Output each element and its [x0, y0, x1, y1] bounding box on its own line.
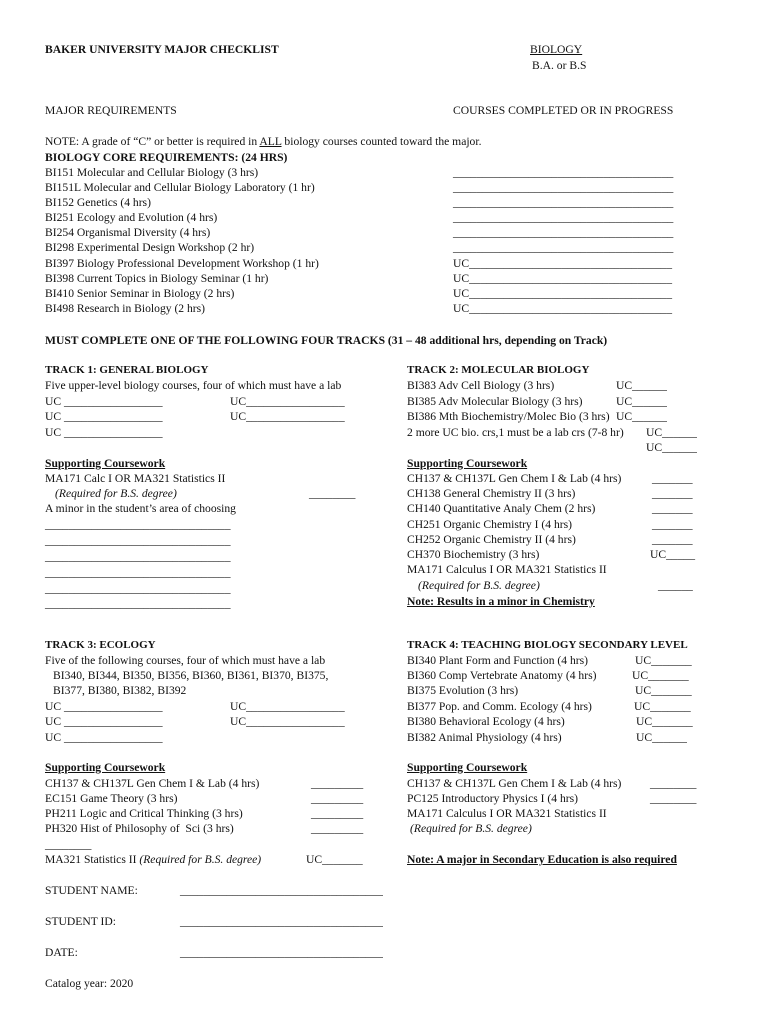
track4-blank[interactable]: UC______: [636, 731, 687, 744]
track1-minor-text: A minor in the student’s area of choosing: [45, 502, 236, 515]
track1-uc-blank[interactable]: UC_________________: [230, 395, 345, 408]
track1-uc-blank[interactable]: UC _________________: [45, 426, 163, 439]
track2-support-course: CH140 Quantitative Analy Chem (2 hrs): [407, 502, 596, 515]
track1-minor-line[interactable]: ________________________________: [45, 518, 231, 531]
track3-title: TRACK 3: ECOLOGY: [45, 639, 156, 651]
track1-support-course: MA171 Calc I OR MA321 Statistics II: [45, 472, 226, 485]
track4-course: BI360 Comp Vertebrate Anatomy (4 hrs): [407, 669, 597, 682]
core-course: BI152 Genetics (4 hrs): [45, 196, 151, 209]
core-blank[interactable]: ______________________________________: [453, 196, 674, 209]
grade-note-all: ALL: [259, 135, 282, 148]
track4-support-course: CH137 & CH137L Gen Chem I & Lab (4 hrs): [407, 777, 622, 790]
track1-supporting-heading: Supporting Coursework: [45, 457, 166, 470]
track2-blank[interactable]: UC______: [616, 379, 667, 392]
core-course: BI151L Molecular and Cellular Biology Laboratory (1 hr): [45, 181, 315, 194]
track2-course: BI383 Adv Cell Biology (3 hrs): [407, 379, 555, 392]
track2-support-blank[interactable]: ______: [658, 579, 693, 592]
track2-blank[interactable]: UC______: [646, 441, 697, 454]
track2-bs-note: (Required for B.S. degree): [418, 579, 540, 592]
track4-blank[interactable]: UC_______: [632, 669, 689, 682]
track3-uc-blank[interactable]: UC _________________: [45, 731, 163, 744]
core-course: BI397 Biology Professional Development Workshop (1 hr): [45, 257, 319, 270]
core-course: BI398 Current Topics in Biology Seminar (1 hr): [45, 272, 269, 285]
track3-support-course: CH137 & CH137L Gen Chem I & Lab (4 hrs): [45, 777, 260, 790]
grade-note-post: biology courses counted toward the major.: [281, 135, 482, 148]
track4-blank[interactable]: UC_______: [634, 700, 691, 713]
track2-support-blank[interactable]: _______: [652, 502, 693, 515]
core-heading: BIOLOGY CORE REQUIREMENTS: (24 HRS): [45, 151, 288, 164]
track2-title: TRACK 2: MOLECULAR BIOLOGY: [407, 364, 590, 376]
core-blank[interactable]: ______________________________________: [453, 211, 674, 224]
track2-blank[interactable]: UC______: [646, 426, 697, 439]
track2-support-course: CH252 Organic Chemistry II (4 hrs): [407, 533, 576, 546]
track3-support-course: PH320 Hist of Philosophy of Sci (3 hrs): [45, 822, 234, 835]
student-id-label: STUDENT ID:: [45, 915, 116, 928]
core-blank[interactable]: UC___________________________________: [453, 257, 672, 270]
date-label: DATE:: [45, 946, 78, 959]
track1-support-blank[interactable]: ________: [309, 487, 356, 500]
core-blank[interactable]: ______________________________________: [453, 181, 674, 194]
courses-completed-label: COURSES COMPLETED OR IN PROGRESS: [453, 104, 674, 117]
track3-support-course: EC151 Game Theory (3 hrs): [45, 792, 178, 805]
track3-uc-blank[interactable]: UC _________________: [45, 715, 163, 728]
track1-uc-blank[interactable]: UC _________________: [45, 410, 163, 423]
track3-support-blank[interactable]: _________: [311, 807, 364, 820]
core-blank[interactable]: UC___________________________________: [453, 287, 672, 300]
track3-extra-blank[interactable]: ________: [45, 838, 92, 851]
track3-uc-blank[interactable]: UC_________________: [230, 715, 345, 728]
track3-desc: Five of the following courses, four of which must have a lab: [45, 654, 326, 667]
track1-title: TRACK 1: GENERAL BIOLOGY: [45, 364, 209, 376]
track3-supporting-heading: Supporting Coursework: [45, 761, 166, 774]
track4-education-note: Note: A major in Secondary Education is also required: [407, 853, 677, 866]
track3-support-blank[interactable]: _________: [311, 777, 364, 790]
track2-minor-note: Note: Results in a minor in Chemistry: [407, 595, 595, 608]
track4-title: TRACK 4: TEACHING BIOLOGY SECONDARY LEVEL: [407, 639, 688, 651]
grade-note-pre: NOTE: A grade of “C” or better is required in: [45, 135, 260, 148]
track4-supporting-heading: Supporting Coursework: [407, 761, 528, 774]
core-blank[interactable]: ______________________________________: [453, 166, 674, 179]
track1-minor-line[interactable]: ________________________________: [45, 566, 231, 579]
core-blank[interactable]: UC___________________________________: [453, 272, 672, 285]
track3-course-list: BI377, BI380, BI382, BI392: [53, 684, 187, 697]
track3-uc-blank[interactable]: UC _________________: [45, 700, 163, 713]
track1-minor-line[interactable]: ________________________________: [45, 534, 231, 547]
track3-bs-note: (Required for B.S. degree): [139, 853, 262, 866]
track2-support-course: CH370 Biochemistry (3 hrs): [407, 548, 540, 561]
track4-course: BI340 Plant Form and Function (4 hrs): [407, 654, 588, 667]
core-course: BI251 Ecology and Evolution (4 hrs): [45, 211, 218, 224]
track1-uc-blank[interactable]: UC _________________: [45, 395, 163, 408]
track2-support-course: MA171 Calculus I OR MA321 Statistics II: [407, 563, 607, 576]
track3-support-blank[interactable]: _________: [311, 792, 364, 805]
track4-course: BI375 Evolution (3 hrs): [407, 684, 519, 697]
catalog-year: Catalog year: 2020: [45, 977, 134, 990]
major-name: BIOLOGY: [530, 43, 583, 56]
track2-support-blank[interactable]: _______: [652, 472, 693, 485]
track4-blank[interactable]: UC_______: [635, 654, 692, 667]
track1-minor-line[interactable]: ________________________________: [45, 550, 231, 563]
track1-bs-note: (Required for B.S. degree): [55, 487, 177, 500]
track3-stat-course: [45, 852, 261, 867]
core-course: BI298 Experimental Design Workshop (2 hr): [45, 241, 255, 254]
student-name-label: STUDENT NAME:: [45, 884, 138, 897]
track3-course-list: BI340, BI344, BI350, BI356, BI360, BI361, BI370, BI375,: [53, 669, 329, 682]
track2-support-blank[interactable]: _______: [652, 518, 693, 531]
track4-support-course: PC125 Introductory Physics I (4 hrs): [407, 792, 578, 805]
track2-course: BI386 Mth Biochemistry/Molec Bio (3 hrs): [407, 410, 610, 423]
core-blank[interactable]: ______________________________________: [453, 241, 674, 254]
track3-support-course: PH211 Logic and Critical Thinking (3 hrs): [45, 807, 243, 820]
core-course: BI498 Research in Biology (2 hrs): [45, 302, 206, 315]
track1-desc: Five upper-level biology courses, four of which must have a lab: [45, 379, 342, 392]
track2-support-blank[interactable]: UC_____: [650, 548, 696, 561]
track4-blank[interactable]: UC_______: [635, 684, 692, 697]
track2-supporting-heading: Supporting Coursework: [407, 457, 528, 470]
degree-type: B.A. or B.S: [532, 59, 587, 72]
core-blank[interactable]: UC___________________________________: [453, 302, 672, 315]
core-course: BI151 Molecular and Cellular Biology (3 hrs): [45, 166, 259, 179]
track4-course: BI380 Behavioral Ecology (4 hrs): [407, 715, 565, 728]
track2-support-course: CH137 & CH137L Gen Chem I & Lab (4 hrs): [407, 472, 622, 485]
track2-blank[interactable]: UC______: [616, 395, 667, 408]
track2-support-course: CH251 Organic Chemistry I (4 hrs): [407, 518, 572, 531]
track4-course: BI377 Pop. and Comm. Ecology (4 hrs): [407, 700, 592, 713]
date-line[interactable]: ___________________________________: [180, 946, 383, 959]
grade-note: [45, 134, 481, 149]
core-course: BI410 Senior Seminar in Biology (2 hrs): [45, 287, 235, 300]
track3-support-blank[interactable]: _________: [311, 822, 364, 835]
track2-course: BI385 Adv Molecular Biology (3 hrs): [407, 395, 583, 408]
track4-bs-note: (Required for B.S. degree): [410, 822, 532, 835]
page-title: BAKER UNIVERSITY MAJOR CHECKLIST: [45, 43, 279, 56]
track4-support-course: MA171 Calculus I OR MA321 Statistics II: [407, 807, 607, 820]
track1-minor-line[interactable]: ________________________________: [45, 597, 231, 610]
track1-uc-blank[interactable]: UC_________________: [230, 410, 345, 423]
student-id-line[interactable]: ___________________________________: [180, 915, 383, 928]
core-blank[interactable]: ______________________________________: [453, 226, 674, 239]
track3-stat-blank[interactable]: UC_______: [306, 853, 363, 866]
track1-minor-line[interactable]: ________________________________: [45, 582, 231, 595]
track2-support-course: CH138 General Chemistry II (3 hrs): [407, 487, 576, 500]
student-name-line[interactable]: ___________________________________: [180, 884, 383, 897]
major-requirements-label: MAJOR REQUIREMENTS: [45, 104, 177, 117]
track2-support-blank[interactable]: _______: [652, 533, 693, 546]
track4-course: BI382 Animal Physiology (4 hrs): [407, 731, 562, 744]
track3-uc-blank[interactable]: UC_________________: [230, 700, 345, 713]
track2-course: 2 more UC bio. crs,1 must be a lab crs (7-8 hr): [407, 426, 624, 439]
tracks-heading: MUST COMPLETE ONE OF THE FOLLOWING FOUR TRACKS (31 – 48 additional hrs, depending on Track): [45, 334, 608, 347]
core-course: BI254 Organismal Diversity (4 hrs): [45, 226, 211, 239]
track2-blank[interactable]: UC______: [616, 410, 667, 423]
track2-support-blank[interactable]: _______: [652, 487, 693, 500]
track4-support-blank[interactable]: ________: [650, 792, 697, 805]
track4-blank[interactable]: UC_______: [636, 715, 693, 728]
track4-support-blank[interactable]: ________: [650, 777, 697, 790]
track3-stat-label: MA321 Statistics II: [45, 853, 140, 866]
